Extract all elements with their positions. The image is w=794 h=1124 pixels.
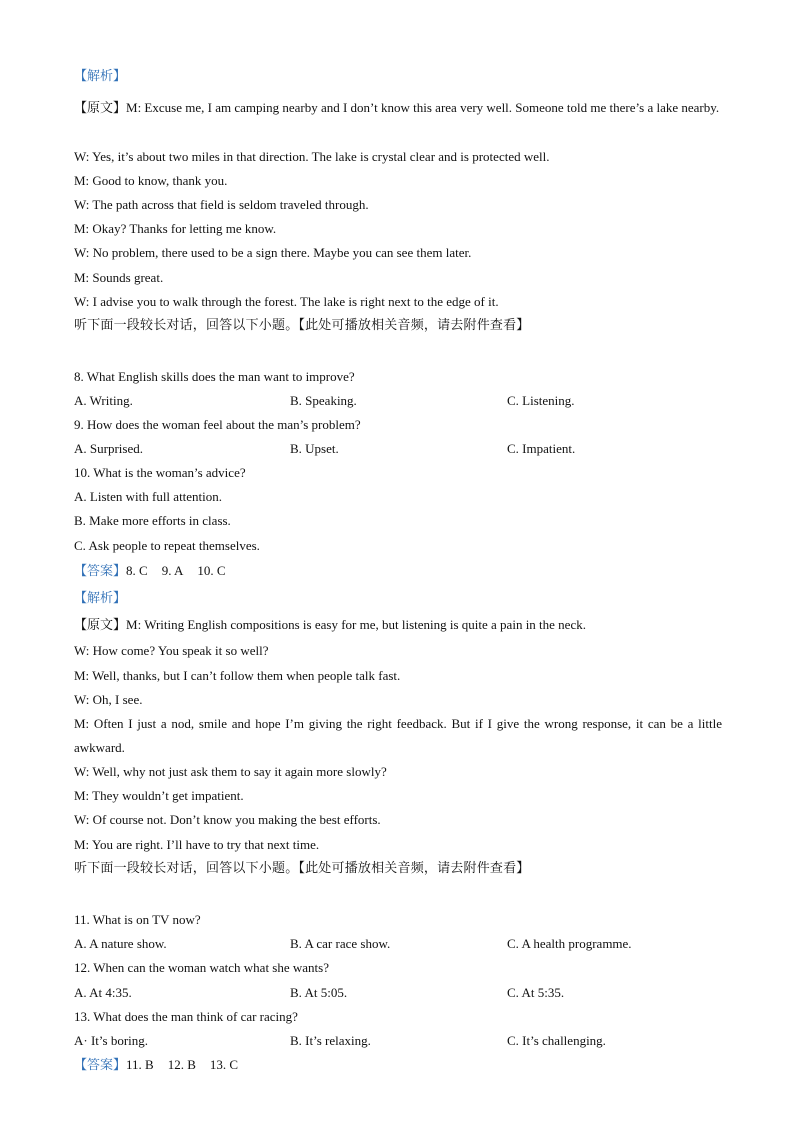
transcript-line: M: You are right. I’ll have to try that next time.	[74, 837, 320, 852]
audio-instruction: 听下面一段较长对话，回答以下小题。【此处可播放相关音频，请去附件查看】	[74, 318, 530, 333]
option-a: A. Writing.	[74, 393, 133, 408]
question-11: 11. What is on TV now?	[74, 912, 201, 927]
question-12: 12. When can the woman watch what she wants?	[74, 960, 329, 975]
transcript-line: W: Oh, I see.	[74, 692, 143, 707]
answer-item: 12. B	[167, 1057, 196, 1072]
transcript-line: W: No problem, there used to be a sign there. Maybe you can see them later.	[74, 245, 472, 260]
transcript-line: M: They wouldn’t get impatient.	[74, 788, 244, 803]
option-a: A· It’s boring.	[74, 1033, 149, 1048]
question-12-options	[74, 984, 724, 1002]
option-b: B. At 5:05.	[290, 985, 348, 1000]
question-13: 13. What does the man think of car racing?	[74, 1009, 298, 1024]
question-8-options	[74, 392, 724, 410]
option-a: A. At 4:35.	[74, 985, 132, 1000]
transcript-first-line	[74, 616, 586, 634]
option-c: C. Ask people to repeat themselves.	[74, 538, 260, 553]
answer-row	[74, 1056, 238, 1074]
audio-instruction: 听下面一段较长对话，回答以下小题。【此处可播放相关音频，请去附件查看】	[74, 861, 530, 876]
transcript-line: W: The path across that field is seldom traveled through.	[74, 197, 369, 212]
answer-row	[74, 562, 226, 580]
transcript-line: W: Yes, it’s about two miles in that direction. The lake is crystal clear and is protected well.	[74, 149, 550, 164]
option-c: C. A health programme.	[507, 936, 632, 951]
option-a: A. A nature show.	[74, 936, 167, 951]
question-13-options	[74, 1032, 724, 1050]
option-a: A. Surprised.	[74, 441, 143, 456]
transcript-line: W: I advise you to walk through the forest. The lake is right next to the edge of it.	[74, 294, 499, 309]
answer-item: 11. B	[126, 1057, 154, 1072]
option-c: C. It’s challenging.	[507, 1033, 606, 1048]
option-b: B. Make more efforts in class.	[74, 513, 231, 528]
option-b: B. Speaking.	[290, 393, 357, 408]
transcript-label: 【原文】	[74, 618, 127, 633]
transcript-line: M: Well, thanks, but I can’t follow them when people talk fast.	[74, 668, 401, 683]
option-c: C. At 5:35.	[507, 985, 565, 1000]
question-10: 10. What is the woman’s advice?	[74, 465, 246, 480]
analysis-heading	[74, 589, 126, 607]
question-9: 9. How does the woman feel about the man’s problem?	[74, 417, 361, 432]
answer-item: 9. A	[161, 563, 184, 578]
analysis-heading	[74, 67, 126, 85]
answer-item: 10. C	[197, 563, 226, 578]
transcript-first-line	[74, 96, 722, 121]
transcript-line: W: Of course not. Don’t know you making the best efforts.	[74, 812, 381, 827]
transcript-line: W: How come? You speak it so well?	[74, 643, 269, 658]
transcript-line: M: Good to know, thank you.	[74, 173, 228, 188]
transcript-text: M: Excuse me, I am camping nearby and I don’t know this area very well. Someone told me there’s a lake nearby.	[126, 100, 720, 115]
transcript-text: M: Writing English compositions is easy for me, but listening is quite a pain in the neck.	[126, 617, 586, 632]
option-c: C. Impatient.	[507, 441, 576, 456]
option-b: B. It’s relaxing.	[290, 1033, 371, 1048]
question-9-options	[74, 440, 724, 458]
transcript-long-line: M: Often I just a nod, smile and hope I’m giving the right feedback. But if I give the wrong response, it can be a little awkward.	[74, 716, 722, 755]
option-c: C. Listening.	[507, 393, 575, 408]
transcript-line: M: Okay? Thanks for letting me know.	[74, 221, 277, 236]
analysis-label: 【解析】	[74, 591, 127, 606]
question-11-options	[74, 935, 724, 953]
answer-item: 8. C	[126, 563, 148, 578]
transcript-line: M: Sounds great.	[74, 270, 164, 285]
option-a: A. Listen with full attention.	[74, 489, 223, 504]
option-b: B. Upset.	[290, 441, 339, 456]
transcript-line: W: Well, why not just ask them to say it again more slowly?	[74, 764, 387, 779]
option-b: B. A car race show.	[290, 936, 391, 951]
answer-label: 【答案】	[74, 564, 127, 579]
analysis-label: 【解析】	[74, 69, 127, 84]
answer-label: 【答案】	[74, 1058, 127, 1073]
answer-item: 13. C	[209, 1057, 239, 1072]
transcript-label: 【原文】	[74, 101, 127, 116]
question-8: 8. What English skills does the man want to improve?	[74, 369, 355, 384]
